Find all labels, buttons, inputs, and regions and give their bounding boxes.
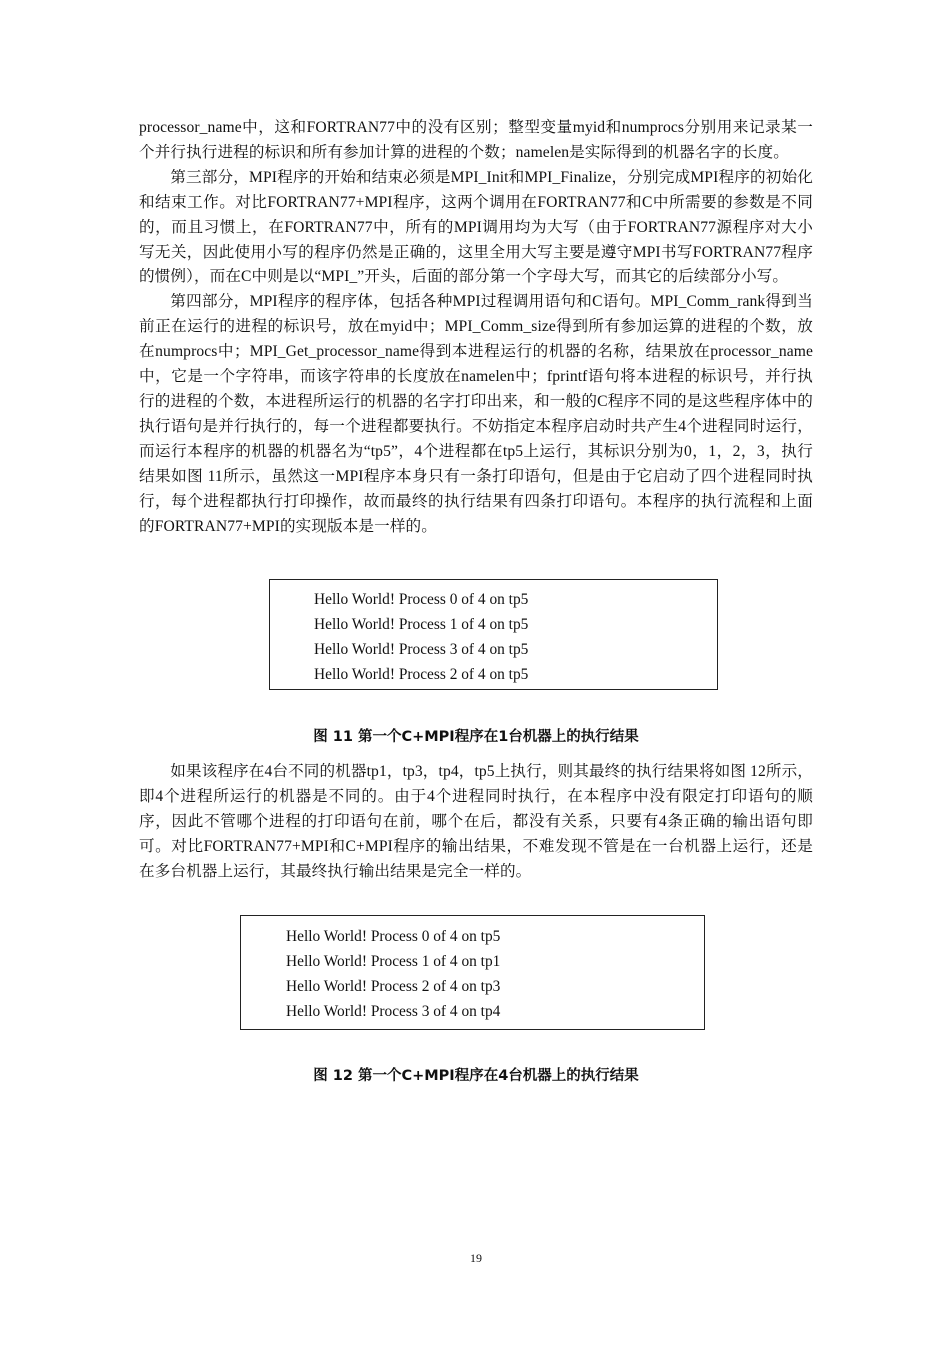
paragraph-part-four: 第四部分，MPI程序的程序体，包括各种MPI过程调用语句和C语句。MPI_Comm_rank得到当前正在运行的进程的标识号，放在myid中；MPI_Comm_size得到所有参加运算的进程的个数，放在numprocs中；MPI_Get_processor_name得到本进程运行的机器的名称，结果放在processor_name中，它是一个字符串，而该字符串的长度放在namelen中；fprintf语句将本进程的标识号，并行执行的进程的个数，本进程所运行的机器的名字打印出来，和一般的C程序不同的是这些程序体中的执行语句是并行执行的，每一个进程都要执行。不妨指定本程序启动时共产生4个进程同时运行，而运行本程序的机器的机器名为“tp5”，4个进程都在tp5上运行，其标识分别为0，1，2，3，执行结果如图 11所示，虽然这一MPI程序本身只有一条打印语句，但是由于它启动了四个进程同时执行，每个进程都执行打印操作，故而最终的执行结果有四条打印语句。本程序的执行流程和上面的FORTRAN77+MPI的实现版本是一样的。 xyxy=(139,293,813,535)
figure-11-output-box xyxy=(269,579,718,690)
output-line: Hello World! Process 1 of 4 on tp1 xyxy=(286,952,501,970)
output-line: Hello World! Process 1 of 4 on tp5 xyxy=(314,616,529,634)
output-line: Hello World! Process 0 of 4 on tp5 xyxy=(314,591,529,609)
figure-11-caption: 图 11 第一个C+MPI程序在1台机器上的执行结果 xyxy=(313,729,639,746)
output-line: Hello World! Process 3 of 4 on tp5 xyxy=(314,641,529,659)
output-line: Hello World! Process 2 of 4 on tp5 xyxy=(314,666,529,684)
figure-12-caption: 图 12 第一个C+MPI程序在4台机器上的执行结果 xyxy=(313,1067,639,1084)
paragraph-variables: processor_name中，这和FORTRAN77中的没有区别；整型变量myid和numprocs分别用来记录某一个并行执行进程的标识和所有参加计算的进程的个数；namelen是实际得到的机器名字的长度。 xyxy=(139,119,813,161)
output-line: Hello World! Process 2 of 4 on tp3 xyxy=(286,977,501,995)
output-line: Hello World! Process 3 of 4 on tp4 xyxy=(286,1002,501,1020)
figure-12-output-box xyxy=(240,915,705,1030)
paragraph-multi-machine: 如果该程序在4台不同的机器tp1，tp3，tp4，tp5上执行，则其最终的执行结果将如图 12所示，即4个进程所运行的机器是不同的。由于4个进程同时执行，在本程序中没有限定打印语句的顺序，因此不管哪个进程的打印语句在前，哪个在后，都没有关系，只要有4条正确的输出语句即可。对比FORTRAN77+MPI和C+MPI程序的输出结果，不难发现不管是在一台机器上运行，还是在多台机器上运行，其最终执行输出结果是完全一样的。 xyxy=(139,763,813,881)
paragraph-part-three: 第三部分，MPI程序的开始和结束必须是MPI_Init和MPI_Finalize，分别完成MPI程序的初始化和结束工作。对比FORTRAN77+MPI程序，这两个调用在FORTRAN77和C中所需要的参数是不同的，而且习惯上，在FORTRAN77中，所有的MPI调用均为大写（由于FORTRAN77源程序对大小写无关，因此使用小写的程序仍然是正确的，这里全用大写主要是遵守MPI书写FORTRAN77程序的惯例），而在C中则是以“MPI_”开头，后面的部分第一个字母大写，而其它的后续部分小写。 xyxy=(139,168,813,286)
page-body xyxy=(139,116,813,1086)
page-number: 19 xyxy=(470,1251,482,1265)
output-line: Hello World! Process 0 of 4 on tp5 xyxy=(286,927,501,945)
